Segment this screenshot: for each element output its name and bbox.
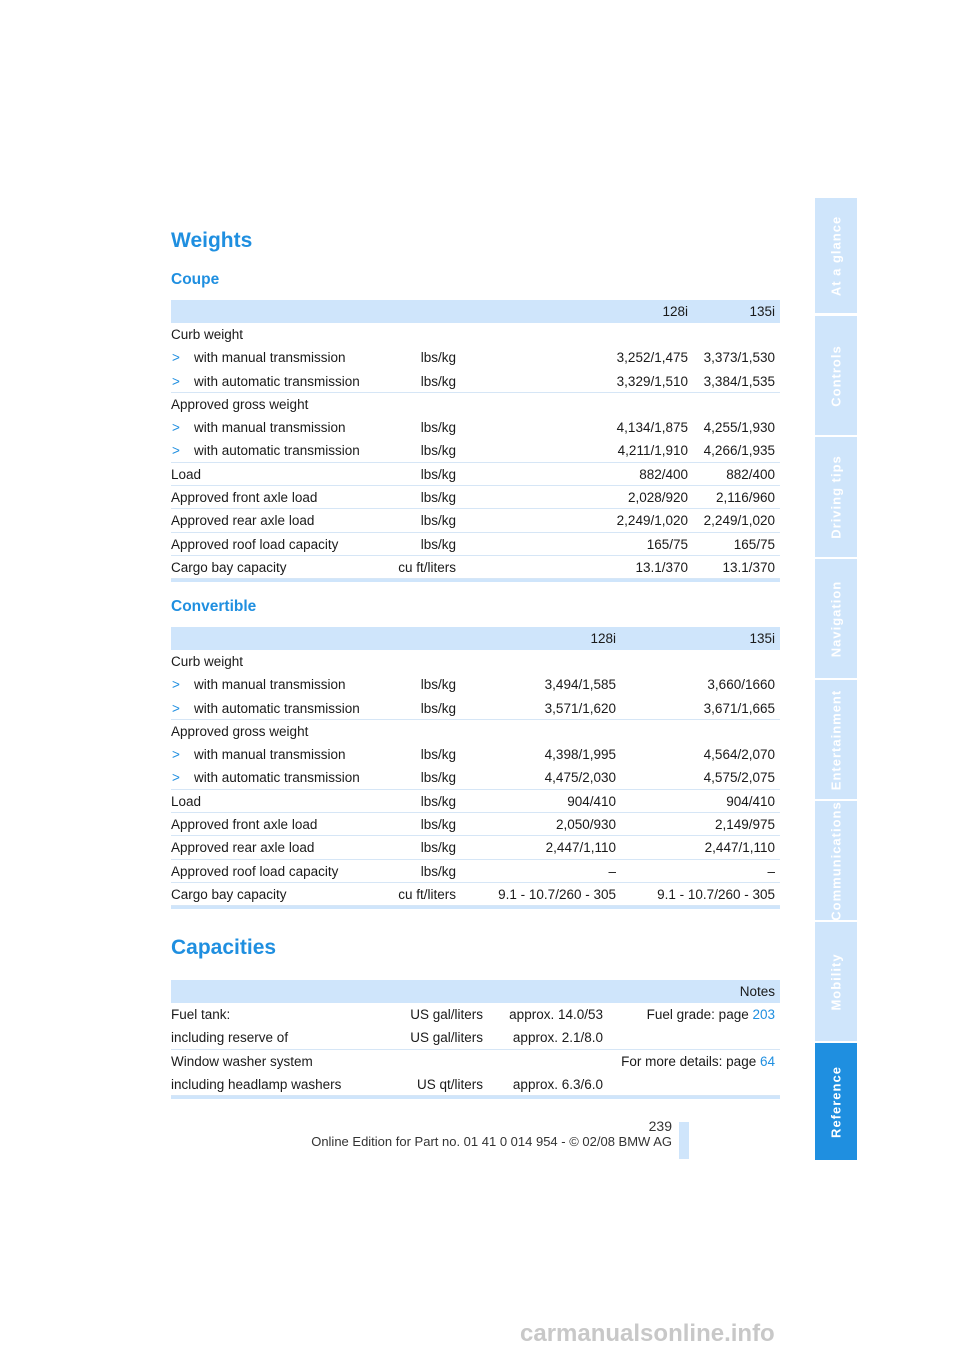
side-tab-label: Mobility bbox=[828, 952, 844, 1011]
table-row bbox=[171, 743, 780, 766]
table-row bbox=[171, 486, 780, 509]
value-cell: 4,134/1,875 bbox=[616, 420, 688, 436]
row-label: with automatic transmission bbox=[194, 770, 360, 786]
row-unit: US qt/liters bbox=[416, 1076, 483, 1092]
table-row bbox=[171, 416, 780, 439]
value-cell: 4,255/1,930 bbox=[703, 420, 775, 436]
page-number: 239 bbox=[648, 1118, 672, 1134]
value-cell: 3,384/1,535 bbox=[703, 373, 775, 389]
row-label: Window washer system bbox=[171, 1053, 313, 1069]
value-cell: 165/75 bbox=[733, 536, 775, 552]
row-label: with automatic transmission bbox=[194, 700, 360, 716]
table-end-rule bbox=[171, 1096, 780, 1099]
row-unit: cu ft/liters bbox=[398, 559, 456, 575]
side-tab-label: Driving tips bbox=[828, 455, 844, 539]
row-unit: lbs/kg bbox=[420, 513, 456, 529]
table-row bbox=[171, 813, 780, 836]
table-row bbox=[171, 439, 780, 462]
side-tab-label: At a glance bbox=[828, 215, 844, 296]
side-tab-mobility[interactable] bbox=[815, 922, 857, 1041]
side-tab-controls[interactable] bbox=[815, 316, 857, 435]
row-unit: lbs/kg bbox=[420, 747, 456, 763]
table-header bbox=[171, 300, 780, 323]
row-label: Cargo bay capacity bbox=[171, 559, 287, 575]
row-label: Approved front axle load bbox=[171, 490, 318, 506]
value-cell: 2,116/960 bbox=[715, 490, 775, 506]
row-unit: US gal/liters bbox=[410, 1007, 483, 1022]
row-label: Approved gross weight bbox=[171, 396, 309, 412]
table-row bbox=[171, 720, 780, 743]
table-header bbox=[171, 627, 780, 650]
table-row bbox=[171, 766, 780, 789]
value-cell: 3,329/1,510 bbox=[616, 373, 688, 389]
row-unit: lbs/kg bbox=[420, 443, 456, 459]
row-label: with automatic transmission bbox=[194, 373, 360, 389]
bullet-icon: > bbox=[172, 443, 180, 459]
row-unit: lbs/kg bbox=[420, 770, 456, 786]
table-row bbox=[171, 346, 780, 369]
value-cell: 4,475/2,030 bbox=[544, 770, 616, 786]
row-unit: lbs/kg bbox=[420, 420, 456, 436]
value-cell: 4,575/2,075 bbox=[703, 770, 775, 786]
value-cell: 9.1 - 10.7/260 - 305 bbox=[657, 886, 775, 902]
value-cell: 2,028/920 bbox=[627, 490, 688, 506]
column-header: 128i bbox=[662, 304, 688, 319]
row-unit: US gal/liters bbox=[410, 1030, 483, 1046]
bullet-icon: > bbox=[172, 747, 180, 763]
table-row bbox=[171, 509, 780, 532]
convertible-weights-table bbox=[171, 627, 780, 909]
side-tab-at-a-glance[interactable] bbox=[815, 198, 857, 313]
value-cell: 904/410 bbox=[567, 793, 616, 809]
side-tab-communications[interactable] bbox=[815, 801, 857, 920]
value-cell: 2,249/1,020 bbox=[703, 513, 775, 529]
value-cell: 2,447/1,110 bbox=[704, 840, 775, 856]
row-label: Approved gross weight bbox=[171, 723, 309, 739]
value-cell: 2,149/975 bbox=[714, 817, 775, 833]
value-cell: 3,671/1,665 bbox=[703, 700, 775, 716]
side-tab-driving-tips[interactable] bbox=[815, 437, 857, 557]
row-label: Approved front axle load bbox=[171, 817, 318, 833]
value-cell: 4,564/2,070 bbox=[703, 747, 775, 763]
row-unit: lbs/kg bbox=[420, 350, 456, 366]
row-label: with manual transmission bbox=[194, 420, 346, 436]
row-label: with automatic transmission bbox=[194, 443, 360, 459]
row-label: including headlamp washers bbox=[171, 1076, 342, 1092]
value-cell: 2,050/930 bbox=[555, 817, 616, 833]
value-cell: – bbox=[608, 863, 616, 879]
value-cell: 3,373/1,530 bbox=[703, 350, 775, 366]
row-unit: lbs/kg bbox=[420, 677, 456, 693]
side-tab-label: Navigation bbox=[828, 580, 844, 657]
column-header: Notes bbox=[739, 984, 775, 999]
row-unit: lbs/kg bbox=[420, 490, 456, 506]
table-row bbox=[171, 323, 780, 346]
table-row bbox=[171, 790, 780, 813]
row-unit: lbs/kg bbox=[420, 536, 456, 552]
note-text: For more details: page bbox=[621, 1053, 760, 1069]
value-cell: 3,494/1,585 bbox=[544, 677, 616, 693]
page-link[interactable]: 64 bbox=[759, 1053, 775, 1069]
value-cell: 4,398/1,995 bbox=[544, 747, 616, 763]
row-label: Load bbox=[171, 466, 202, 482]
table-header bbox=[171, 980, 780, 1003]
value-cell: approx. 14.0/53 bbox=[509, 1007, 603, 1022]
edition-text: Online Edition for Part no. 01 41 0 014 954 - © 02/08 BMW AG bbox=[311, 1134, 672, 1149]
side-tab-entertainment[interactable] bbox=[815, 680, 857, 799]
subsection-title-convertible: Convertible bbox=[171, 598, 257, 615]
bullet-icon: > bbox=[172, 677, 180, 693]
page-link[interactable]: 203 bbox=[752, 1007, 775, 1022]
subsection-title-coupe: Coupe bbox=[171, 271, 220, 288]
section-title-weights: Weights bbox=[171, 229, 253, 252]
table-row bbox=[171, 836, 780, 859]
note-cell bbox=[647, 1007, 775, 1022]
side-tab-reference[interactable] bbox=[815, 1043, 857, 1160]
table-row bbox=[171, 1073, 780, 1096]
value-cell: 3,660/1660 bbox=[707, 677, 775, 693]
row-unit: lbs/kg bbox=[420, 817, 456, 833]
side-tab-label: Reference bbox=[828, 1065, 844, 1138]
footer-accent-bar bbox=[679, 1122, 689, 1159]
row-label: Curb weight bbox=[171, 654, 244, 669]
column-header: 128i bbox=[590, 631, 616, 646]
note-text: Fuel grade: page bbox=[646, 1007, 753, 1022]
value-cell: 165/75 bbox=[646, 536, 688, 552]
table-row bbox=[171, 533, 780, 556]
capacities-table bbox=[171, 980, 780, 1099]
row-label: with manual transmission bbox=[194, 677, 346, 693]
row-label: including reserve of bbox=[171, 1030, 289, 1046]
row-label: Cargo bay capacity bbox=[171, 886, 287, 902]
value-cell: approx. 2.1/8.0 bbox=[512, 1030, 603, 1046]
value-cell: 13.1/370 bbox=[722, 559, 775, 575]
section-title-capacities: Capacities bbox=[171, 936, 277, 959]
table-row bbox=[171, 697, 780, 720]
value-cell: – bbox=[767, 863, 775, 879]
row-label: Approved roof load capacity bbox=[171, 863, 339, 879]
bullet-icon: > bbox=[172, 700, 180, 716]
side-tab-label: Communications bbox=[828, 800, 844, 921]
row-label: Approved rear axle load bbox=[171, 513, 315, 529]
row-unit: lbs/kg bbox=[420, 700, 456, 716]
value-cell: 2,249/1,020 bbox=[616, 513, 688, 529]
side-tab-label: Entertainment bbox=[828, 689, 844, 790]
table-row bbox=[171, 1026, 780, 1049]
note-cell bbox=[621, 1054, 775, 1069]
table-row bbox=[171, 673, 780, 696]
side-tab-navigation[interactable] bbox=[815, 559, 857, 678]
row-unit: lbs/kg bbox=[420, 840, 456, 856]
row-label: with manual transmission bbox=[194, 747, 346, 763]
value-cell: 904/410 bbox=[726, 793, 775, 809]
table-row bbox=[171, 393, 780, 416]
table-row bbox=[171, 1003, 780, 1026]
value-cell: 3,571/1,620 bbox=[544, 700, 616, 716]
row-unit: cu ft/liters bbox=[398, 886, 456, 902]
row-label: Approved roof load capacity bbox=[171, 536, 339, 552]
table-row bbox=[171, 463, 780, 486]
table-row bbox=[171, 556, 780, 579]
value-cell: 4,211/1,910 bbox=[617, 443, 688, 459]
value-cell: 4,266/1,935 bbox=[703, 443, 775, 459]
row-label: with manual transmission bbox=[194, 350, 346, 366]
watermark: carmanualsonline.info bbox=[520, 1320, 775, 1347]
table-end-rule bbox=[171, 579, 780, 582]
row-unit: lbs/kg bbox=[420, 373, 456, 389]
table-row bbox=[171, 1050, 780, 1073]
value-cell: 882/400 bbox=[639, 466, 688, 482]
side-tab-label: Controls bbox=[828, 344, 844, 407]
table-row bbox=[171, 883, 780, 906]
table-row bbox=[171, 860, 780, 883]
table-row bbox=[171, 370, 780, 393]
value-cell: approx. 6.3/6.0 bbox=[512, 1076, 603, 1092]
column-header: 135i bbox=[749, 631, 775, 646]
value-cell: 3,252/1,475 bbox=[616, 350, 688, 366]
bullet-icon: > bbox=[172, 420, 180, 436]
value-cell: 2,447/1,110 bbox=[545, 840, 616, 856]
value-cell: 13.1/370 bbox=[635, 559, 688, 575]
coupe-weights-table bbox=[171, 300, 780, 582]
table-row bbox=[171, 650, 780, 673]
column-header: 135i bbox=[749, 304, 775, 319]
bullet-icon: > bbox=[172, 350, 180, 366]
row-unit: lbs/kg bbox=[420, 863, 456, 879]
row-label: Curb weight bbox=[171, 327, 244, 342]
row-unit: lbs/kg bbox=[420, 793, 456, 809]
value-cell: 9.1 - 10.7/260 - 305 bbox=[498, 886, 616, 902]
row-label: Load bbox=[171, 793, 202, 809]
bullet-icon: > bbox=[172, 373, 180, 389]
row-label: Approved rear axle load bbox=[171, 840, 315, 856]
value-cell: 882/400 bbox=[726, 466, 775, 482]
bullet-icon: > bbox=[172, 770, 180, 786]
table-end-rule bbox=[171, 906, 780, 909]
row-unit: lbs/kg bbox=[420, 466, 456, 482]
row-label: Fuel tank: bbox=[171, 1007, 231, 1022]
